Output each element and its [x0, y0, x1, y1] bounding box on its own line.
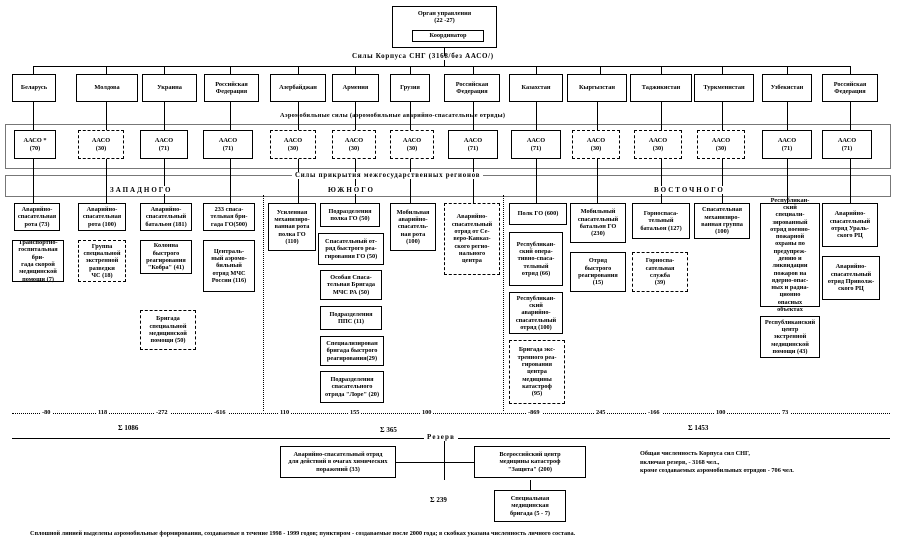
region-west: ЗАПАДНОГО — [110, 186, 173, 194]
unit-box — [509, 203, 567, 225]
unit-box — [320, 306, 382, 330]
count-value: 100 — [422, 409, 432, 416]
unit-label: Бригада специальной медицинской помощи (50) — [149, 315, 187, 345]
aaso-label: ААСО (30) — [402, 137, 422, 152]
country-label: Молдова — [94, 84, 120, 92]
country-box — [509, 74, 563, 102]
aaso-box — [270, 130, 316, 159]
country-box — [567, 74, 627, 102]
unit-box — [268, 203, 316, 251]
unit-label: Аварийно- спасательный отряд от Се- веро-Кавказ- ского регио- нального центра — [451, 213, 493, 265]
unit-box — [760, 196, 820, 314]
country-box — [444, 74, 500, 102]
unit-label: Аварийно- спасательный отряд Ураль- ского РЦ — [829, 210, 871, 240]
aaso-label: ААСО (71) — [837, 137, 857, 152]
aaso-band-title: Аэромобильные силы (аэромобильные аварийно-спасательные отряды) — [280, 112, 506, 119]
reserve-box — [494, 490, 566, 522]
aaso-box — [572, 130, 620, 159]
country-label: Армения — [342, 84, 369, 92]
aaso-box — [511, 130, 561, 159]
country-label: Туркменистан — [703, 84, 745, 92]
unit-label: Полк ГО (600) — [517, 210, 559, 218]
unit-box — [509, 232, 563, 286]
unit-box — [318, 233, 384, 265]
unit-label: Подразделения полка ГО (50) — [328, 207, 372, 222]
aaso-box — [822, 130, 872, 159]
country-box — [390, 74, 430, 102]
unit-box — [140, 310, 196, 350]
aaso-box — [78, 130, 124, 159]
aaso-box — [634, 130, 682, 159]
unit-label: Подразделения ППС (11) — [329, 310, 373, 325]
sum-east: Σ 1453 — [688, 424, 709, 432]
unit-box — [694, 203, 750, 239]
unit-label: Отряд быстрого реагирования (15) — [578, 257, 618, 287]
aaso-box — [332, 130, 376, 159]
unit-label: Республикан- ский аварийно- спасательный отряд (100) — [515, 294, 557, 331]
unit-label: Спасательный от- ряд быстрого реа- гирования ГО (50) — [324, 238, 378, 260]
unit-box — [509, 340, 565, 404]
aaso-box — [140, 130, 188, 159]
country-box — [270, 74, 326, 102]
country-box — [762, 74, 812, 102]
unit-box — [78, 240, 126, 282]
unit-box — [320, 270, 382, 300]
country-label: Узбекистан — [770, 84, 804, 92]
forces-title: Силы Корпуса СНГ (3168/без ААСО/) — [352, 52, 494, 60]
count-value: 155 — [350, 409, 360, 416]
aaso-box — [390, 130, 434, 159]
unit-label: Колонна быстрого реагирования "Кобра" (41) — [146, 242, 186, 272]
unit-box — [444, 203, 500, 275]
unit-box — [140, 240, 192, 274]
unit-label: Спасательная механизиро- ванная группа (100) — [701, 206, 743, 236]
aaso-box — [697, 130, 745, 159]
aaso-label: ААСО (71) — [463, 137, 483, 152]
unit-box — [203, 203, 255, 231]
unit-box — [632, 252, 688, 292]
unit-label: 233 спаса- тельная бри- гада ГО(500) — [210, 206, 248, 228]
unit-label: Аварийно- спасательный батальон (181) — [145, 206, 187, 228]
unit-label: Аварийно- спасательная рота (73) — [17, 206, 57, 228]
country-label: Российская Федерация — [833, 80, 867, 95]
unit-label: Республикан- ский специали- зированный отряд военно- пожарной охраны по предупреж- дению и ликвидации пожаров на ядерно-опас- ных и радиа- ционно опасных объектах — [770, 196, 810, 314]
country-box — [822, 74, 878, 102]
country-box — [332, 74, 379, 102]
unit-box — [78, 203, 126, 231]
unit-label: Мобильная аварийно- спасатель- ная рота (100) — [396, 208, 430, 245]
country-label: Грузия — [400, 84, 420, 92]
unit-label: Группа специальной экстренной разведки ЧС (18) — [83, 242, 121, 279]
unit-box — [140, 203, 192, 231]
aaso-label: ААСО (30) — [344, 137, 364, 152]
country-label: Таджикистан — [641, 84, 681, 92]
unit-label: Республиканский центр экстренной медицинской помощи (43) — [764, 318, 816, 355]
reserve-title: Резерв — [424, 433, 458, 441]
unit-label: Транспортно- госпитальная бри- гада скорой медицинской помощи (7) — [18, 239, 58, 283]
unit-label: Аварийно- спасательная рота (100) — [82, 206, 122, 228]
unit-label: Централь- ный аэромо- бильный отряд МЧС России (116) — [211, 247, 247, 284]
unit-label: Особая Спаса- тельная Бригада МЧС РА (50) — [326, 274, 376, 296]
country-box — [12, 74, 56, 102]
unit-label: Бригада экс- тренного реа- гирования центра медицины катастроф (95) — [517, 346, 557, 398]
unit-label: Аварийно- спасательный отряд Приволж- ского РЦ — [827, 263, 875, 293]
unit-box — [320, 203, 380, 227]
aaso-label: ААСО (30) — [711, 137, 731, 152]
unit-label: Мобильный спасательный батальон ГО (230) — [577, 208, 619, 238]
unit-label: Республикан- ский опера- тивно-спаса- тельный отряд (66) — [516, 240, 556, 277]
count-value: 110 — [280, 409, 290, 416]
aaso-label: ААСО (71) — [154, 137, 174, 152]
aaso-label: ААСО (71) — [777, 137, 797, 152]
aaso-label: ААСО (30) — [283, 137, 303, 152]
unit-label: Подразделения спасательного отряда "Лоре" (20) — [324, 376, 380, 398]
total-note: Общая численность Корпуса сил СНГ, включая резерв, - 3168 чел., кроме создаваемых аэромобильных отрядов - 706 чел. — [640, 450, 794, 474]
country-box — [630, 74, 692, 102]
management-body-label: Орган управления (22 -27) — [417, 10, 472, 25]
coordinator-label: Координатор — [429, 32, 467, 40]
footnote: Сплошной линией выделены аэромобильные формирования, создаваемые в течение 1998 - 1999 годов; пунктиром - создаваемые после 2000 года; в скобках указана численность личного состава. — [30, 530, 576, 537]
unit-box — [632, 203, 690, 239]
unit-label: Горноспа- сательная служба (39) — [645, 257, 675, 287]
sum-south: Σ 365 — [380, 426, 397, 434]
reserve-box — [280, 446, 396, 478]
country-box — [204, 74, 259, 102]
count-value: 118 — [98, 409, 108, 416]
unit-box — [320, 371, 384, 403]
unit-box — [570, 252, 626, 292]
country-label: Украина — [157, 84, 182, 92]
aaso-label: ААСО (71) — [526, 137, 546, 152]
sum-west: Σ 1086 — [118, 424, 139, 432]
unit-box — [822, 256, 880, 300]
unit-box — [390, 203, 436, 251]
country-label: Российская Федерация — [455, 80, 489, 95]
sum-reserve: Σ 239 — [430, 496, 447, 504]
region-east: ВОСТОЧНОГО — [654, 186, 725, 194]
count-value: -272 — [156, 409, 168, 416]
country-box — [694, 74, 754, 102]
reserve-label: Всероссийский центр медицины катастроф "Защита" (200) — [499, 451, 561, 473]
unit-box — [203, 240, 255, 292]
country-label: Российская Федерация — [215, 80, 248, 95]
unit-label: Специализирован бригада быстрого реагирования(29) — [326, 340, 378, 362]
unit-label: Горноспаса- тельный батальон (127) — [640, 210, 682, 232]
aaso-box — [762, 130, 812, 159]
aaso-box — [448, 130, 498, 159]
unit-label: Усиленная механизиро- ванная рота полка ГО (110) — [274, 208, 310, 245]
count-value: -80 — [42, 409, 51, 416]
country-label: Беларусь — [20, 84, 48, 92]
coordinator-box — [412, 30, 484, 42]
count-value: 73 — [782, 409, 789, 416]
aaso-label: ААСО (71) — [218, 137, 238, 152]
count-value: -166 — [648, 409, 660, 416]
country-label: Казахстан — [521, 84, 551, 92]
unit-box — [12, 240, 64, 282]
reserve-label: Аварийно-спасательный отряд для действий в очагах химических поражений (33) — [288, 451, 388, 473]
count-value: 245 — [596, 409, 606, 416]
count-value: 100 — [716, 409, 726, 416]
unit-box — [760, 316, 820, 358]
aaso-box — [14, 130, 56, 159]
aaso-box — [203, 130, 253, 159]
country-label: Кыргызстан — [578, 84, 616, 92]
aaso-label: ААСО (30) — [648, 137, 668, 152]
unit-box — [570, 203, 626, 243]
aaso-label: ААСО * (70) — [23, 137, 47, 152]
count-value: -869 — [528, 409, 540, 416]
region-south: ЮЖНОГО — [328, 186, 375, 194]
aaso-label: ААСО (30) — [586, 137, 606, 152]
count-value: -616 — [214, 409, 226, 416]
aaso-label: ААСО (30) — [91, 137, 111, 152]
unit-box — [822, 203, 878, 247]
reserve-label: Специальная медицинская бригада (5 - 7) — [510, 495, 550, 517]
cover-title: Силы прикрытия межгосударственных регионов — [292, 172, 483, 179]
unit-box — [509, 292, 563, 334]
reserve-box — [474, 446, 586, 478]
country-label: Азербайджан — [279, 84, 317, 92]
country-box — [142, 74, 197, 102]
unit-box — [320, 336, 384, 366]
country-box — [76, 74, 138, 102]
unit-box — [14, 203, 60, 231]
